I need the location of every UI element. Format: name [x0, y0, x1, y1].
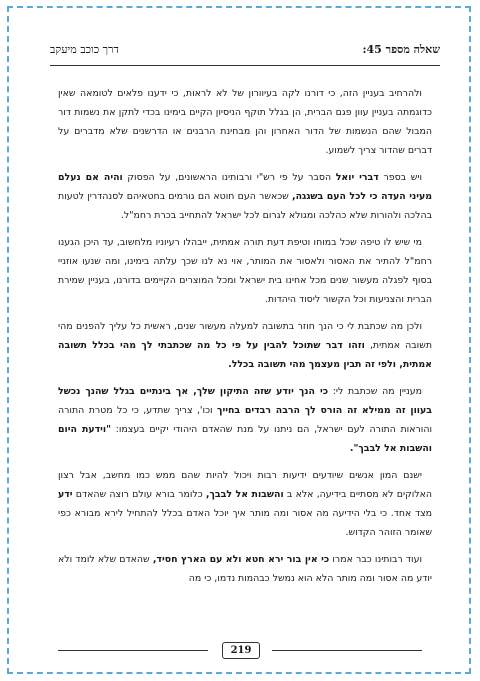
text-run: ישנם המון אנשים שיודעים ידיעות רבות ויכול להיות שהם ממש כמו מחשב, אבל רצון האלוקים לא מסתיים בידיעה, אלא ב — [58, 470, 432, 500]
footer-rule-left — [58, 650, 208, 651]
bold-phrase: דברי יואל — [335, 172, 379, 183]
header-rule — [50, 65, 440, 66]
page-footer — [0, 642, 480, 658]
bold-phrase: והשבות אל לבבך, — [205, 489, 284, 500]
bold-phrase: כי הנך יודע שזה התיקון שלך, אך בינתיים בגלל שהנך נכשל בעוון זה ממילא זה הורס לך הרבה רבדים בחייך — [58, 386, 432, 416]
paragraph — [58, 168, 432, 225]
text-run: שכאשר העם חוטא הם גורמים בחטאיהם לסנהדרין לטעות בהלכה ולהורות שלא כהלכה ומגולא לגרום לכל ישראל להתחייב בכרת רחמ"ל. — [58, 191, 432, 221]
header-question-number: שאלה מספר 45: — [362, 43, 440, 56]
text-run: ויש בספר — [378, 172, 423, 183]
text-run: כלומר בורא עולם רוצה שהאדם — [72, 489, 206, 500]
text-run: מעניין מה שכתבת לי: — [328, 386, 423, 397]
bold-phrase: והיה אם נעלם מעיני העדה כי לכל העם בשגגה, — [58, 172, 433, 202]
running-header — [50, 43, 440, 61]
paragraph — [58, 466, 432, 542]
paragraph — [58, 550, 432, 588]
bold-phrase: "וידעת היום והשבות אל לבבך". — [58, 424, 432, 454]
page-number: 219 — [222, 642, 260, 659]
text-run: ולהרחיב בעניין הזה, כי דורנו לקה בעיוורון של לא לראות, כי ידענו פלאים לטומאה שאין כדוגמתה בעניין עוון פגם הברית, הן בגלל תוקף הניסיון הקיים בימינו בכדי לתקן את נשמות דור המבול שהם הנשמות של הדור האחרון והן מבחינת הרבנים או הדרשנים שלא מדברים על דברים שהדור צריך לשמוע. — [58, 88, 432, 156]
text-run: מי שיש לו טיפה שכל במוחו וטיפת דעת תורה אמתית, ייבהלו רעיוניו מלחשוב, עד היכן הגענו רחמ"ל להתיר את האסור ולאסור את המותר, אוי נא לנו שכך עלתה בימינו, ומה שנעו אוזניי בסוף לפגלה מעשור שנים מכל אחינו בית ישראל ומכל המוצרים הקיימים בדורנו, בעניין שמירת הברית והצניעות וכל הקשור ליסוד היהדות. — [58, 237, 432, 305]
bold-phrase: ידע — [58, 489, 73, 500]
text-run: וכו', צריך שתדע, כי כל מטרת התורה והוראות התורה לעם ישראל, הם ניתנו על מנת שהאדם היהודי יקיים בעצמו: — [58, 405, 432, 435]
text-run: מצד אחד. כי בלי הידיעה מה אסור ומה מותר איך יוכל האדם בכלל להתחיל לירא מבורא כפי שאומר הזוהר הקדוש. — [58, 508, 432, 538]
paragraph — [58, 233, 432, 309]
footer-rule-right — [272, 650, 422, 651]
bold-phrase: וזהו דבר שתוכל להבין על פי כל מה שכתבתי לך מהי בכלל תשובה אמתית, ולפי זה תבין מעצמך מהי תשובה בכלל. — [58, 340, 432, 370]
header-book-title: דרך כוכב מיעקב — [50, 43, 119, 56]
text-run: הסבר על פי רש"י ורבותינו הראשונים, על הפסוק — [122, 172, 336, 183]
paragraph — [58, 317, 432, 374]
bold-phrase: כי אין בור ירא חטא ולא עם הארץ חסיד, — [152, 554, 330, 565]
paragraph — [58, 84, 432, 160]
text-run: שהאדם שלא לומד ולא יודע מה אסור ומה מותר הלא הוא נמשל כבהמות נדמו, כי מה — [58, 554, 432, 584]
text-run: ולכן מה שכתבת לי כי הנך חוזר בתשובה למעלה מעשור שנים, ראשית כל עליך להפנים מהי תשובה אמתית, — [58, 321, 432, 351]
body-text — [58, 84, 432, 596]
paragraph — [58, 382, 432, 458]
text-run: ועוד רבותינו כבר אמרו — [329, 554, 423, 565]
